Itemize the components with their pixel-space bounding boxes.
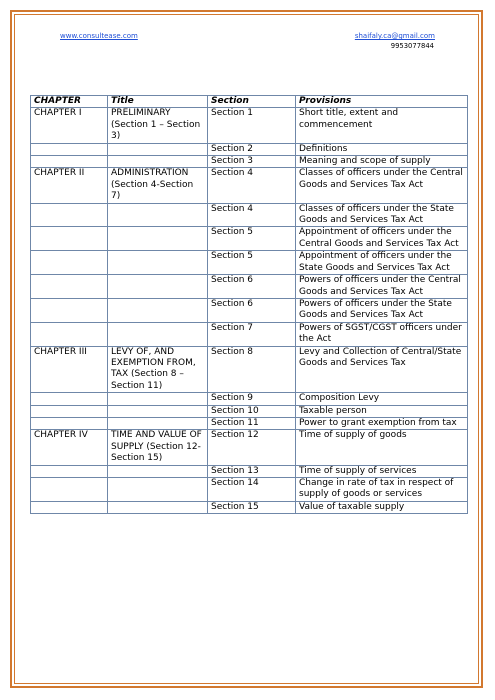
cell-section: Section 12	[208, 430, 296, 465]
table-row	[31, 298, 468, 322]
cell-section: Section 2	[208, 143, 296, 155]
cell-section: Section 7	[208, 322, 296, 346]
cell-section: Section 8	[208, 346, 296, 393]
cell-section: Section 5	[208, 227, 296, 251]
cell-title	[108, 322, 208, 346]
header-section: Section	[208, 96, 296, 108]
cell-title	[108, 478, 208, 502]
header-title: Title	[108, 96, 208, 108]
table-row	[31, 465, 468, 477]
cell-chapter: CHAPTER IV	[31, 430, 108, 465]
cell-provision: Meaning and scope of supply	[296, 156, 468, 168]
email-link[interactable]: shaifaly.ca@gmail.com	[354, 32, 435, 40]
table-row	[31, 227, 468, 251]
table-row	[31, 156, 468, 168]
header-chapter: CHAPTER	[31, 96, 108, 108]
cell-chapter	[31, 275, 108, 299]
cell-provision: Appointment of officers under the State Goods and Services Tax Act	[296, 251, 468, 275]
cell-title: LEVY OF, AND EXEMPTION FROM, TAX (Section 8 – Section 11)	[108, 346, 208, 393]
table-row	[31, 322, 468, 346]
cell-provision: Value of taxable supply	[296, 501, 468, 513]
cell-section: Section 4	[208, 168, 296, 203]
cell-section: Section 5	[208, 251, 296, 275]
cell-provision: Classes of officers under the State Goods and Services Tax Act	[296, 203, 468, 227]
cell-section: Section 14	[208, 478, 296, 502]
cell-title	[108, 203, 208, 227]
cell-chapter	[31, 393, 108, 405]
cell-title	[108, 465, 208, 477]
cell-title	[108, 156, 208, 168]
cell-title	[108, 501, 208, 513]
cell-title	[108, 275, 208, 299]
cell-chapter: CHAPTER I	[31, 108, 108, 143]
cell-title	[108, 405, 208, 417]
cell-section: Section 1	[208, 108, 296, 143]
phone-number: 9953077844	[390, 42, 434, 50]
cell-chapter	[31, 465, 108, 477]
cell-chapter	[31, 322, 108, 346]
cell-section: Section 15	[208, 501, 296, 513]
cell-title	[108, 393, 208, 405]
cell-section: Section 3	[208, 156, 296, 168]
table-row	[31, 203, 468, 227]
cell-title	[108, 227, 208, 251]
cell-provision: Short title, extent and commencement	[296, 108, 468, 143]
website-link[interactable]: www.consultease.com	[60, 32, 138, 40]
cell-provision: Time of supply of services	[296, 465, 468, 477]
cell-chapter	[31, 227, 108, 251]
cell-section: Section 4	[208, 203, 296, 227]
cell-title	[108, 298, 208, 322]
cell-provision: Powers of SGST/CGST officers under the Act	[296, 322, 468, 346]
cell-provision: Power to grant exemption from tax	[296, 417, 468, 429]
cell-chapter	[31, 143, 108, 155]
table-row	[31, 108, 468, 143]
cell-provision: Appointment of officers under the Central Goods and Services Tax Act	[296, 227, 468, 251]
cell-title	[108, 251, 208, 275]
header-provisions: Provisions	[296, 96, 468, 108]
cell-provision: Classes of officers under the Central Goods and Services Tax Act	[296, 168, 468, 203]
cell-chapter	[31, 478, 108, 502]
cell-provision: Taxable person	[296, 405, 468, 417]
table-row	[31, 275, 468, 299]
cell-provision: Composition Levy	[296, 393, 468, 405]
cell-section: Section 6	[208, 298, 296, 322]
table-row	[31, 417, 468, 429]
gst-sections-table	[30, 95, 468, 514]
table-header-row	[31, 96, 468, 108]
table-row	[31, 346, 468, 393]
table-row	[31, 405, 468, 417]
table-row	[31, 393, 468, 405]
cell-section: Section 10	[208, 405, 296, 417]
table-row	[31, 430, 468, 465]
cell-title	[108, 143, 208, 155]
cell-chapter	[31, 298, 108, 322]
cell-chapter	[31, 156, 108, 168]
cell-section: Section 13	[208, 465, 296, 477]
cell-chapter: CHAPTER III	[31, 346, 108, 393]
cell-chapter	[31, 501, 108, 513]
cell-title	[108, 417, 208, 429]
cell-section: Section 11	[208, 417, 296, 429]
table-row	[31, 501, 468, 513]
cell-provision: Definitions	[296, 143, 468, 155]
cell-chapter	[31, 417, 108, 429]
cell-chapter	[31, 203, 108, 227]
table-row	[31, 168, 468, 203]
cell-provision: Time of supply of goods	[296, 430, 468, 465]
cell-title: TIME AND VALUE OF SUPPLY (Section 12-Section 15)	[108, 430, 208, 465]
cell-title: ADMINISTRATION (Section 4-Section 7)	[108, 168, 208, 203]
cell-title: PRELIMINARY (Section 1 – Section 3)	[108, 108, 208, 143]
cell-section: Section 9	[208, 393, 296, 405]
cell-provision: Powers of officers under the State Goods and Services Tax Act	[296, 298, 468, 322]
cell-chapter	[31, 405, 108, 417]
table-row	[31, 143, 468, 155]
cell-provision: Change in rate of tax in respect of supply of goods or services	[296, 478, 468, 502]
table-row	[31, 251, 468, 275]
cell-provision: Powers of officers under the Central Goods and Services Tax Act	[296, 275, 468, 299]
cell-section: Section 6	[208, 275, 296, 299]
cell-chapter: CHAPTER II	[31, 168, 108, 203]
cell-provision: Levy and Collection of Central/State Goods and Services Tax	[296, 346, 468, 393]
cell-chapter	[31, 251, 108, 275]
table-row	[31, 478, 468, 502]
